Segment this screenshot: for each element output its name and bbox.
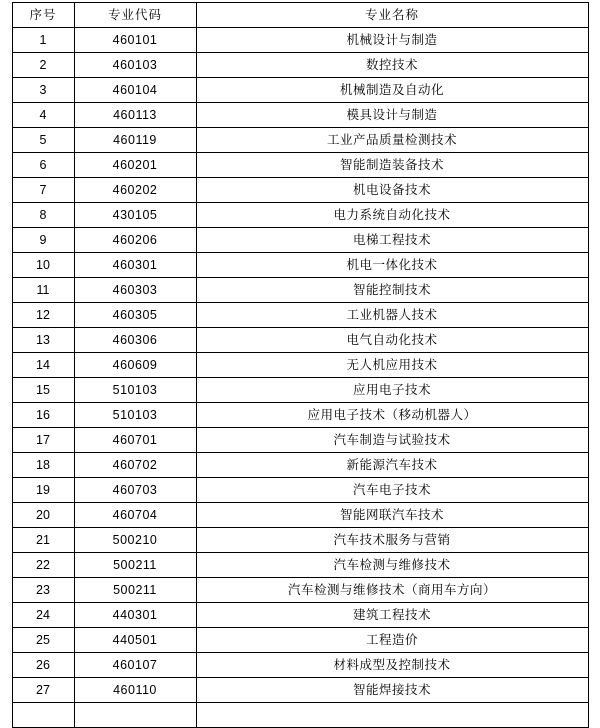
cell-name <box>196 703 588 728</box>
table-row <box>12 53 588 78</box>
cell-index: 10 <box>12 253 74 278</box>
table-row <box>12 628 588 653</box>
cell-index: 15 <box>12 378 74 403</box>
cell-code: 460201 <box>74 153 196 178</box>
cell-index: 8 <box>12 203 74 228</box>
cell-name: 工业机器人技术 <box>196 303 588 328</box>
column-header-name: 专业名称 <box>196 3 588 28</box>
cell-name: 新能源汽车技术 <box>196 453 588 478</box>
cell-name: 应用电子技术（移动机器人） <box>196 403 588 428</box>
cell-code: 460119 <box>74 128 196 153</box>
cell-code: 500211 <box>74 578 196 603</box>
cell-index: 4 <box>12 103 74 128</box>
cell-code: 460305 <box>74 303 196 328</box>
cell-index: 23 <box>12 578 74 603</box>
table-row <box>12 403 588 428</box>
cell-name: 汽车制造与试验技术 <box>196 428 588 453</box>
cell-name: 机械制造及自动化 <box>196 78 588 103</box>
cell-name: 材料成型及控制技术 <box>196 653 588 678</box>
cell-index: 7 <box>12 178 74 203</box>
table-row <box>12 553 588 578</box>
cell-index: 21 <box>12 528 74 553</box>
cell-index: 9 <box>12 228 74 253</box>
table-row <box>12 578 588 603</box>
cell-index: 5 <box>12 128 74 153</box>
cell-name: 汽车检测与维修技术（商用车方向） <box>196 578 588 603</box>
table-row <box>12 178 588 203</box>
cell-name: 数控技术 <box>196 53 588 78</box>
cell-code: 510103 <box>74 378 196 403</box>
cell-index: 26 <box>12 653 74 678</box>
cell-index: 17 <box>12 428 74 453</box>
cell-code: 460301 <box>74 253 196 278</box>
table-row <box>12 503 588 528</box>
cell-index: 3 <box>12 78 74 103</box>
cell-index: 14 <box>12 353 74 378</box>
table-row <box>12 328 588 353</box>
table-row <box>12 253 588 278</box>
cell-index: 11 <box>12 278 74 303</box>
table-row <box>12 278 588 303</box>
cell-name: 电梯工程技术 <box>196 228 588 253</box>
cell-code: 460306 <box>74 328 196 353</box>
cell-code: 460103 <box>74 53 196 78</box>
cell-name: 电气自动化技术 <box>196 328 588 353</box>
cell-code: 460110 <box>74 678 196 703</box>
cell-code: 430105 <box>74 203 196 228</box>
cell-code: 460104 <box>74 78 196 103</box>
table-row <box>12 478 588 503</box>
table-row <box>12 528 588 553</box>
cell-index: 2 <box>12 53 74 78</box>
table-row <box>12 128 588 153</box>
cell-name: 汽车技术服务与营销 <box>196 528 588 553</box>
cell-index: 25 <box>12 628 74 653</box>
cell-index: 20 <box>12 503 74 528</box>
column-header-code: 专业代码 <box>74 3 196 28</box>
table-row <box>12 78 588 103</box>
cell-index: 18 <box>12 453 74 478</box>
table-row <box>12 28 588 53</box>
major-list-table <box>12 2 589 728</box>
cell-index <box>12 703 74 728</box>
cell-code: 460703 <box>74 478 196 503</box>
cell-code: 460701 <box>74 428 196 453</box>
table-row <box>12 378 588 403</box>
cell-name: 智能控制技术 <box>196 278 588 303</box>
table-header-row <box>12 3 588 28</box>
cell-index: 12 <box>12 303 74 328</box>
cell-code: 460113 <box>74 103 196 128</box>
cell-code: 460702 <box>74 453 196 478</box>
cell-name: 工程造价 <box>196 628 588 653</box>
cell-name: 建筑工程技术 <box>196 603 588 628</box>
cell-name: 模具设计与制造 <box>196 103 588 128</box>
cell-code: 460202 <box>74 178 196 203</box>
table-row <box>12 153 588 178</box>
table-row <box>12 653 588 678</box>
cell-name: 工业产品质量检测技术 <box>196 128 588 153</box>
table-row <box>12 203 588 228</box>
cell-name: 智能制造装备技术 <box>196 153 588 178</box>
table-row <box>12 228 588 253</box>
column-header-index: 序号 <box>12 3 74 28</box>
cell-code: 460107 <box>74 653 196 678</box>
cell-code: 460206 <box>74 228 196 253</box>
cell-name: 机电一体化技术 <box>196 253 588 278</box>
cell-index: 27 <box>12 678 74 703</box>
cell-name: 电力系统自动化技术 <box>196 203 588 228</box>
cell-index: 19 <box>12 478 74 503</box>
table-row <box>12 703 588 728</box>
table-row <box>12 453 588 478</box>
table-row <box>12 103 588 128</box>
table-row <box>12 303 588 328</box>
table-row <box>12 678 588 703</box>
cell-name: 机电设备技术 <box>196 178 588 203</box>
cell-index: 13 <box>12 328 74 353</box>
cell-index: 16 <box>12 403 74 428</box>
table-row <box>12 428 588 453</box>
cell-code: 460101 <box>74 28 196 53</box>
cell-code: 460609 <box>74 353 196 378</box>
cell-index: 6 <box>12 153 74 178</box>
cell-index: 1 <box>12 28 74 53</box>
cell-name: 机械设计与制造 <box>196 28 588 53</box>
cell-name: 应用电子技术 <box>196 378 588 403</box>
table-body <box>12 28 588 728</box>
table-row <box>12 353 588 378</box>
cell-name: 汽车检测与维修技术 <box>196 553 588 578</box>
cell-code: 500210 <box>74 528 196 553</box>
cell-index: 24 <box>12 603 74 628</box>
cell-code: 440501 <box>74 628 196 653</box>
cell-code: 500211 <box>74 553 196 578</box>
cell-code: 440301 <box>74 603 196 628</box>
table-row <box>12 603 588 628</box>
cell-name: 无人机应用技术 <box>196 353 588 378</box>
cell-code: 460704 <box>74 503 196 528</box>
cell-code <box>74 703 196 728</box>
cell-code: 510103 <box>74 403 196 428</box>
cell-code: 460303 <box>74 278 196 303</box>
cell-name: 智能网联汽车技术 <box>196 503 588 528</box>
cell-index: 22 <box>12 553 74 578</box>
table-header <box>12 3 588 28</box>
cell-name: 汽车电子技术 <box>196 478 588 503</box>
cell-name: 智能焊接技术 <box>196 678 588 703</box>
